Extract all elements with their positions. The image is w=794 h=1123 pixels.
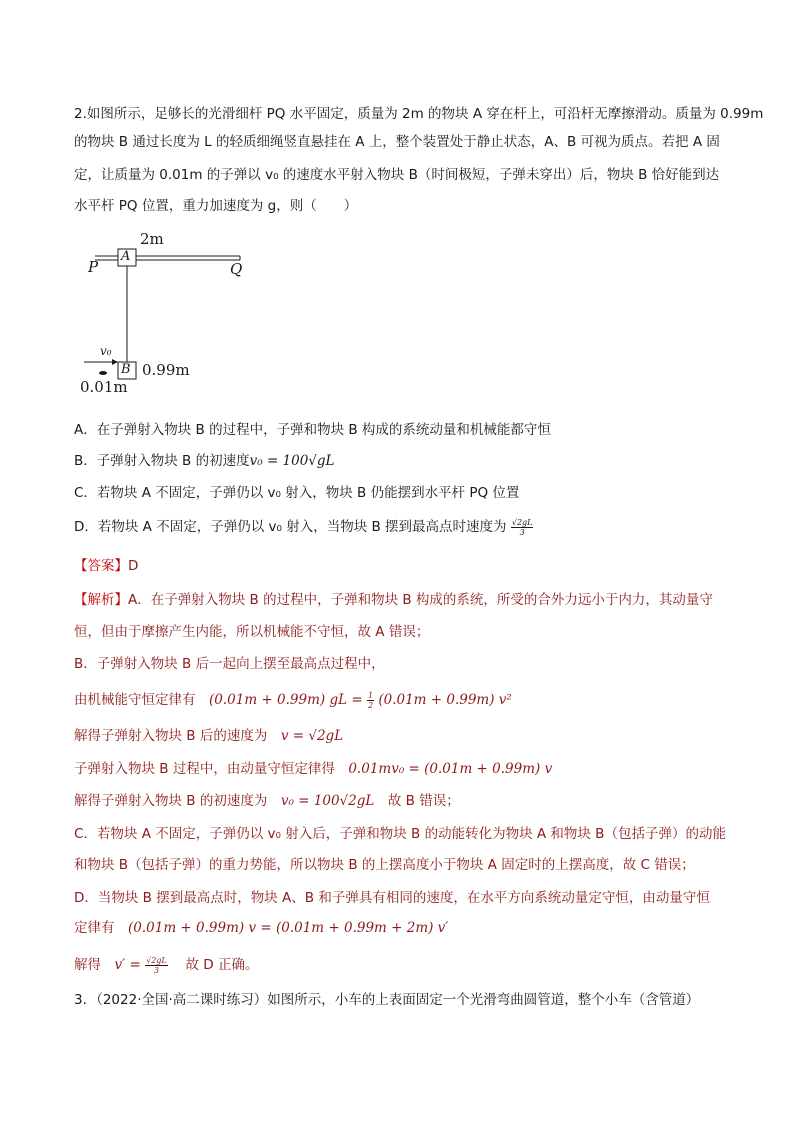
label-099m: 0.99m [142, 361, 190, 379]
problem3-line-1: 3．（2022·全国·高二课时练习）如图所示，小车的上表面固定一个光滑弯曲圆管道，整个小车（含管道） [74, 992, 700, 1008]
answer-value: D [128, 558, 139, 574]
problem2-line-4: 水平杆 PQ 位置，重力加速度为 g，则（ ） [74, 198, 358, 214]
explanation-line-4-math-b: (0.01m + 0.99m) v² [378, 692, 512, 708]
label-2m: 2m [140, 230, 164, 248]
label-q: Q [230, 260, 243, 278]
option-b [74, 451, 335, 471]
explanation-line-1-text: A．在子弹射入物块 B 的过程中，子弹和物块 B 构成的系统，所受的合外力远小于内力，其动量守 [128, 592, 713, 608]
explanation-line-7 [74, 791, 460, 811]
problem2-line-1: 2.如图所示，足够长的光滑细杆 PQ 水平固定，质量为 2m 的物块 A 穿在杆上，可沿杆无摩擦滑动。质量为 0.99m [74, 106, 764, 122]
velocity-arrow-head [112, 359, 118, 365]
option-d [74, 517, 533, 537]
explanation-line-4 [74, 690, 512, 710]
explanation-line-12-frac-den: 3 [153, 965, 159, 975]
explanation-line-12-math: v′ = [114, 957, 146, 973]
explanation-line-7-text: 解得子弹射入物块 B 的初速度为 [74, 793, 281, 809]
bullet [99, 371, 107, 375]
option-d-frac-den: 3 [519, 527, 525, 537]
label-001m: 0.01m [80, 378, 128, 396]
explanation-line-12-frac-num: √2gL [146, 955, 167, 965]
explanation-line-5-math: v = √2gL [280, 728, 344, 744]
explanation-line-12 [74, 955, 259, 975]
problem2-line-2: 的物块 B 通过长度为 L 的轻质细绳竖直悬挂在 A 上，整个装置处于静止状态，A、B 可视为质点。若把 A 固 [74, 134, 720, 150]
explanation-line-9: 和物块 B（包括子弹）的重力势能，所以物块 B 的上摆高度小于物块 A 固定时的上摆高度，故 C 错误； [74, 857, 695, 873]
explanation-line-4-fraction [367, 691, 374, 710]
explanation-line-7-tail: 故 B 错误； [374, 793, 460, 809]
option-b-math: v₀ = 100√gL [249, 453, 335, 469]
option-d-fraction [511, 518, 534, 537]
explanation-line-4-frac-den: 2 [367, 700, 374, 710]
explanation-line-6-text: 子弹射入物块 B 过程中，由动量守恒定律得 [74, 761, 349, 777]
option-b-text: B．子弹射入物块 B 的初速度 [74, 453, 250, 469]
explanation-line-5 [74, 726, 343, 746]
option-d-text: D．若物块 A 不固定，子弹仍以 v₀ 射入，当物块 B 摆到最高点时速度为 [74, 519, 507, 535]
explanation-line-1 [74, 590, 713, 610]
option-a: A．在子弹射入物块 B 的过程中，子弹和物块 B 构成的系统动量和机械能都守恒 [74, 422, 551, 438]
explanation-line-7-math: v₀ = 100√2gL [280, 793, 375, 809]
explanation-line-6-math: 0.01mv₀ = (0.01m + 0.99m) v [348, 761, 553, 777]
option-d-frac-num: √2gL [511, 517, 533, 527]
answer-line [74, 556, 138, 576]
explanation-line-11 [74, 918, 448, 938]
explanation-line-5-text: 解得子弹射入物块 B 后的速度为 [74, 728, 281, 744]
explanation-line-4-text: 由机械能守恒定律有 [74, 692, 209, 708]
label-b: B [121, 362, 131, 377]
problem2-line-3: 定，让质量为 0.01m 的子弹以 v₀ 的速度水平射入物块 B（时间极短，子弹未穿出）后，物块 B 恰好能到达 [74, 167, 720, 183]
explanation-line-8: C．若物块 A 不固定，子弹仍以 v₀ 射入后，子弹和物块 B 的动能转化为物块 A 和物块 B（包括子弹）的动能 [74, 826, 726, 842]
explanation-line-3: B．子弹射入物块 B 后一起向上摆至最高点过程中， [74, 656, 385, 672]
explanation-line-11-math: (0.01m + 0.99m) v = (0.01m + 0.99m + 2m) v′ [128, 920, 449, 936]
label-v0: v₀ [100, 344, 112, 358]
label-a: A [121, 249, 131, 264]
label-p: P [88, 258, 99, 276]
explanation-line-4-math-a: (0.01m + 0.99m) gL = [209, 692, 367, 708]
explanation-line-12-text: 解得 [74, 957, 115, 973]
option-c: C．若物块 A 不固定，子弹仍以 v₀ 射入，物块 B 仍能摆到水平杆 PQ 位置 [74, 485, 520, 501]
explanation-line-2: 恒，但由于摩擦产生内能，所以机械能不守恒，故 A 错误； [74, 624, 430, 640]
explanation-line-12-tail: 故 D 正确。 [172, 957, 259, 973]
answer-label: 【答案】 [74, 558, 128, 574]
explanation-line-4-frac-num: 1 [367, 690, 374, 700]
explanation-line-6 [74, 759, 552, 779]
explanation-label: 【解析】 [74, 592, 128, 608]
pendulum-figure [78, 230, 278, 396]
explanation-line-10: D．当物块 B 摆到最高点时，物块 A、B 和子弹具有相同的速度，在水平方向系统动量定守恒，由动量守恒 [74, 890, 710, 906]
explanation-line-11-text: 定律有 [74, 920, 128, 936]
explanation-line-12-fraction [145, 956, 168, 975]
